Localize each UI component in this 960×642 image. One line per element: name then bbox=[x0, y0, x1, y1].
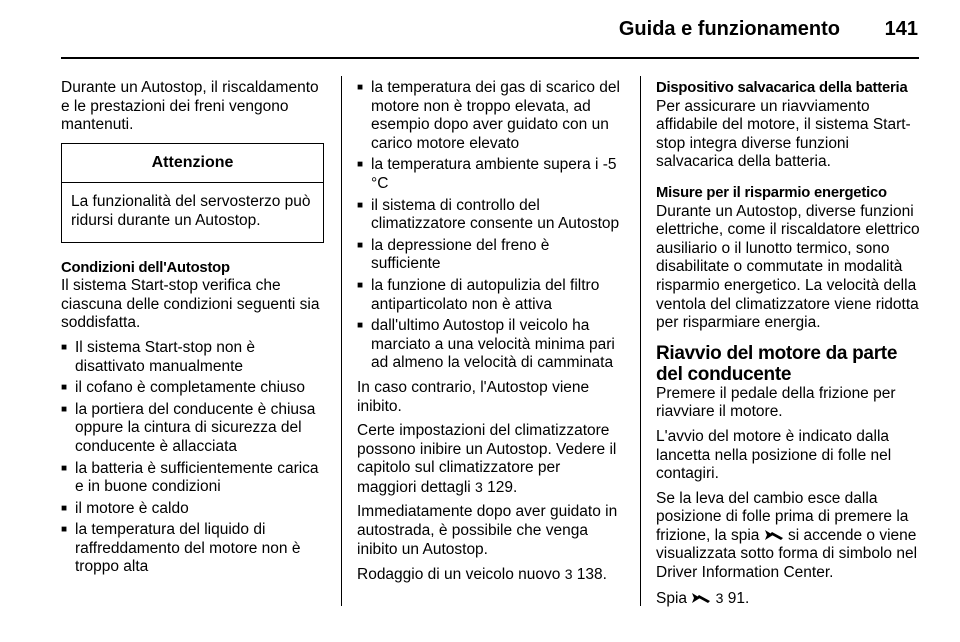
restart-paragraph-3a: Se la leva del cambio esce dalla posizione di folle prima di premere la frizione, la spia bbox=[656, 489, 909, 544]
restart-paragraph-1: Premere il pedale della frizione per riavviare il motore. bbox=[656, 384, 896, 421]
saving-heading: Misure per il risparmio energetico bbox=[656, 184, 887, 201]
shift-indicator-icon bbox=[764, 529, 784, 541]
list-item: ■ il sistema di controllo del climatizzatore consente un Autostop bbox=[357, 197, 623, 234]
paragraph-highway: Immediatamente dopo aver guidato in autostrada, è possibile che venga inibito un Autostop. bbox=[357, 503, 618, 558]
paragraph-inhibit: In caso contrario, l'Autostop viene inibito. bbox=[357, 378, 590, 415]
attention-title: Attenzione bbox=[62, 144, 323, 184]
page-header bbox=[0, 0, 960, 60]
restart-paragraph-3b: si accende o viene visualizzata sotto forma di simbolo nel Driver Information Center. bbox=[656, 526, 918, 582]
page-ref-arrow-icon: 3 bbox=[715, 589, 724, 606]
list-item: ■ la depressione del freno è sufficiente bbox=[357, 237, 623, 274]
paragraph-breakin-text: Rodaggio di un veicolo nuovo bbox=[357, 566, 561, 584]
column-left bbox=[61, 79, 324, 583]
list-item: ■ la temperatura ambiente supera i -5 °C bbox=[357, 156, 623, 193]
header-rule bbox=[61, 57, 919, 59]
list-item: ■ la portiera del conducente è chiusa oppure la cintura di sicurezza del conducente è allacciata bbox=[61, 401, 324, 457]
column-divider bbox=[640, 76, 641, 606]
restart-heading: Riavvio del motore da parte del conducente bbox=[656, 342, 898, 385]
page-ref-link[interactable]: 91. bbox=[727, 589, 750, 607]
intro-paragraph: Durante un Autostop, il riscaldamento e le prestazioni dei freni vengono mantenuti. bbox=[61, 79, 319, 134]
column-divider bbox=[341, 76, 342, 606]
attention-box bbox=[61, 143, 324, 243]
spia-label: Spia bbox=[656, 589, 688, 607]
spia-reference bbox=[656, 589, 921, 609]
battery-paragraph: Per assicurare un riavviamento affidabile del motore, il sistema Start-stop integra diverse funzioni salvacarica della batteria. bbox=[656, 97, 911, 171]
list-item: ■ il motore è caldo bbox=[61, 500, 324, 519]
header-title: Guida e funzionamento bbox=[618, 18, 840, 40]
column-right bbox=[656, 79, 921, 614]
page-ref-link[interactable]: 129. bbox=[487, 478, 518, 496]
page-ref-link[interactable]: 138. bbox=[576, 566, 607, 584]
conditions-heading: Condizioni dell'Autostop bbox=[61, 259, 230, 276]
battery-heading: Dispositivo salvacarica della batteria bbox=[656, 80, 908, 96]
restart-paragraph-2: L'avvio del motore è indicato dalla lancetta nella posizione di folle nel contagiri. bbox=[656, 427, 892, 483]
list-item: ■ la temperatura dei gas di scarico del motore non è troppo elevata, ad esempio dopo aver guidato con un carico motore elevato bbox=[357, 79, 623, 153]
conditions-list-continued bbox=[357, 79, 623, 373]
restart-paragraph-3 bbox=[656, 490, 921, 583]
list-item: ■ la funzione di autopulizia del filtro antiparticolato non è attiva bbox=[357, 277, 623, 314]
paragraph-climate-text: Certe impostazioni del climatizzatore possono inibire un Autostop. Vedere il capitolo sul climatizzatore per maggiori dettagli bbox=[357, 422, 617, 496]
saving-paragraph: Durante un Autostop, diverse funzioni elettriche, come il riscaldatore elettrico ausiliario o il lunotto termico, sono disabilitate o commutate in modalità risparmio energetico. La velocità della ventola del climatizzatore viene ridotta per risparmiare energia. bbox=[656, 202, 920, 332]
attention-body: La funzionalità del servosterzo può ridursi durante un Autostop. bbox=[71, 193, 311, 229]
list-item: ■ Il sistema Start-stop non è disattivato manualmente bbox=[61, 339, 324, 376]
paragraph-breakin bbox=[357, 565, 623, 585]
column-middle bbox=[357, 79, 623, 591]
conditions-list bbox=[61, 339, 324, 577]
page-ref-arrow-icon: 3 bbox=[564, 566, 573, 583]
conditions-intro: Il sistema Start-stop verifica che ciascuna delle condizioni seguenti sia soddisfatta. bbox=[61, 277, 320, 332]
shift-indicator-icon bbox=[691, 592, 711, 604]
list-item: ■ dall'ultimo Autostop il veicolo ha marciato a una velocità minima pari ad almeno la velocità di camminata bbox=[357, 317, 623, 373]
list-item: ■ il cofano è completamente chiuso bbox=[61, 379, 324, 398]
paragraph-climate bbox=[357, 422, 623, 497]
list-item: ■ la batteria è sufficientemente carica e in buone condizioni bbox=[61, 460, 324, 497]
page-number: 141 bbox=[884, 18, 918, 40]
list-item: ■ la temperatura del liquido di raffreddamento del motore non è troppo alta bbox=[61, 521, 324, 577]
page-ref-arrow-icon: 3 bbox=[475, 478, 483, 495]
